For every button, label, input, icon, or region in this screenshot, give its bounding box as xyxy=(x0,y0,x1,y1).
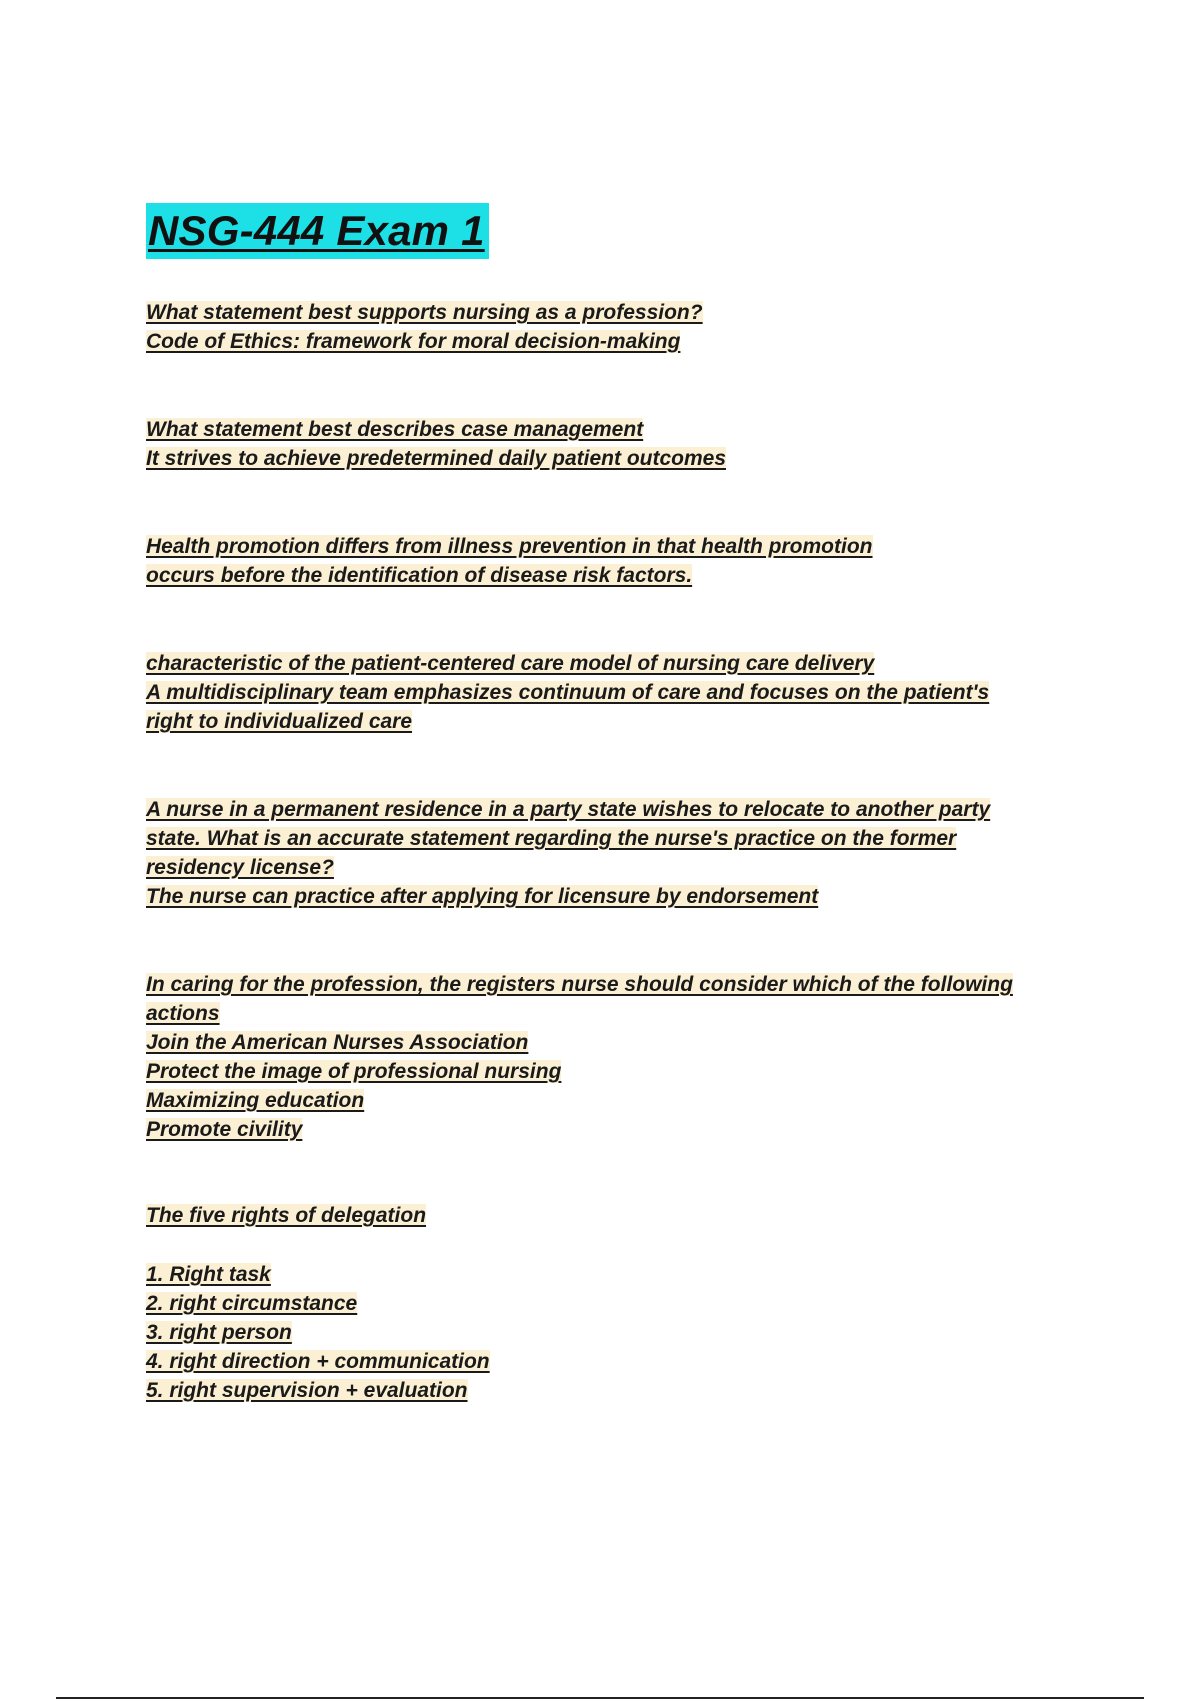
qa-block-7 xyxy=(146,1201,1076,1230)
block-4-line-1: characteristic of the patient-centered care model of nursing care delivery xyxy=(146,652,875,675)
qa-block-5 xyxy=(146,795,1076,911)
block-6-line-3: Join the American Nurses Association xyxy=(146,1031,529,1054)
title-wrap xyxy=(146,203,1076,259)
block-6-line-6: Promote civility xyxy=(146,1118,303,1141)
block-6-line-1: In caring for the profession, the registers nurse should consider which of the following xyxy=(146,973,1013,996)
block-3-line-1: Health promotion differs from illness prevention in that health promotion xyxy=(146,535,873,558)
block-5-line-4: The nurse can practice after applying for licensure by endorsement xyxy=(146,885,819,908)
qa-block-4 xyxy=(146,649,1076,736)
block-8-line-5: 5. right supervision + evaluation xyxy=(146,1379,468,1402)
footer-divider xyxy=(56,1697,1144,1699)
block-5-line-1: A nurse in a permanent residence in a party state wishes to relocate to another party xyxy=(146,798,991,821)
qa-block-8 xyxy=(146,1260,1076,1405)
block-1-line-1: What statement best supports nursing as a profession? xyxy=(146,301,703,324)
block-5-line-2: state. What is an accurate statement regarding the nurse's practice on the former xyxy=(146,827,957,850)
block-8-line-3: 3. right person xyxy=(146,1321,292,1344)
block-8-line-2: 2. right circumstance xyxy=(146,1292,358,1315)
block-6-line-2: actions xyxy=(146,1002,220,1025)
block-2-line-2: It strives to achieve predetermined daily patient outcomes xyxy=(146,447,727,470)
qa-block-6 xyxy=(146,970,1076,1144)
block-6-line-4: Protect the image of professional nursing xyxy=(146,1060,562,1083)
qa-block-1 xyxy=(146,298,1076,356)
block-8-line-4: 4. right direction + communication xyxy=(146,1350,490,1373)
block-4-line-3: right to individualized care xyxy=(146,710,413,733)
block-4-line-2: A multidisciplinary team emphasizes continuum of care and focuses on the patient's xyxy=(146,681,990,704)
document-content xyxy=(146,203,1076,1405)
block-7-line-1: The five rights of delegation xyxy=(146,1204,427,1227)
block-2-line-1: What statement best describes case management xyxy=(146,418,644,441)
qa-block-3 xyxy=(146,532,1076,590)
qa-block-2 xyxy=(146,415,1076,473)
block-8-line-1: 1. Right task xyxy=(146,1263,271,1286)
block-5-line-3: residency license? xyxy=(146,856,334,879)
block-1-line-2: Code of Ethics: framework for moral decision-making xyxy=(146,330,681,353)
block-3-line-2: occurs before the identification of disease risk factors. xyxy=(146,564,693,587)
document-title: NSG-444 Exam 1 xyxy=(146,203,489,259)
block-6-line-5: Maximizing education xyxy=(146,1089,365,1112)
